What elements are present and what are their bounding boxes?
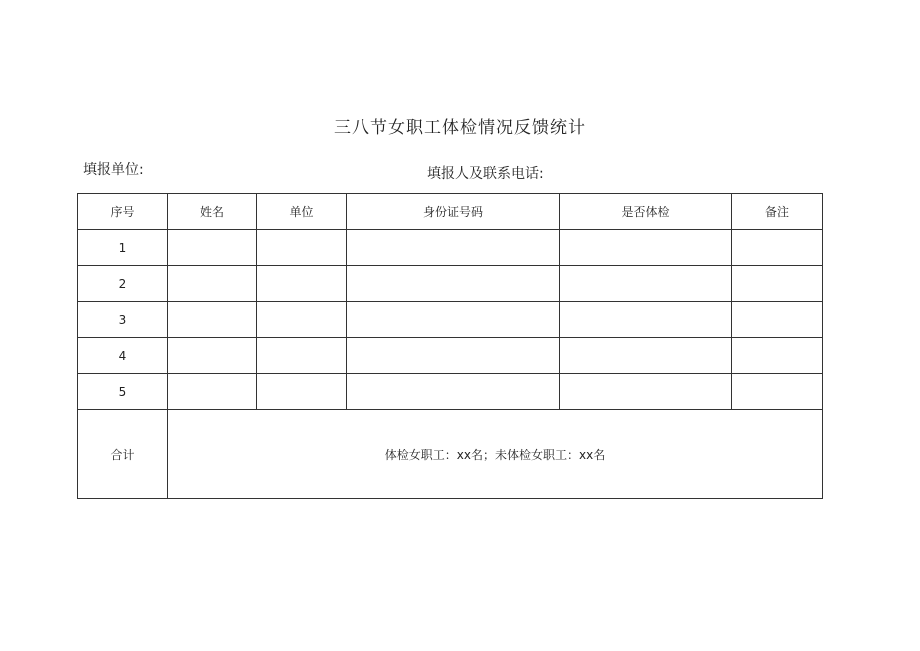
cell-remark — [732, 230, 823, 266]
header-id-number: 身份证号码 — [347, 194, 560, 230]
cell-checked — [560, 338, 732, 374]
table-row — [78, 302, 823, 338]
cell-unit — [257, 374, 347, 410]
cell-name — [168, 302, 257, 338]
document-title: 三八节女职工体检情况反馈统计 — [334, 118, 586, 138]
table-row — [78, 230, 823, 266]
header-unit: 单位 — [257, 194, 347, 230]
cell-index: 1 — [78, 230, 168, 266]
cell-unit — [257, 266, 347, 302]
cell-unit — [257, 338, 347, 374]
cell-id-number — [347, 302, 560, 338]
table-header-row — [78, 194, 823, 230]
header-checked: 是否体检 — [560, 194, 732, 230]
cell-id-number — [347, 266, 560, 302]
header-index: 序号 — [78, 194, 168, 230]
reporter-contact-label: 填报人及联系电话: — [427, 166, 544, 182]
cell-index: 2 — [78, 266, 168, 302]
header-name: 姓名 — [168, 194, 257, 230]
cell-index: 4 — [78, 338, 168, 374]
table-row — [78, 338, 823, 374]
cell-remark — [732, 302, 823, 338]
total-label: 合计 — [78, 410, 168, 499]
cell-name — [168, 374, 257, 410]
total-summary: 体检女职工：xx名；未体检女职工：xx名 — [168, 410, 823, 499]
feedback-table — [77, 193, 823, 499]
cell-remark — [732, 266, 823, 302]
cell-unit — [257, 230, 347, 266]
cell-id-number — [347, 230, 560, 266]
table-row — [78, 374, 823, 410]
reporting-unit-label: 填报单位: — [83, 162, 144, 178]
cell-remark — [732, 338, 823, 374]
header-remark: 备注 — [732, 194, 823, 230]
cell-name — [168, 338, 257, 374]
table-row — [78, 266, 823, 302]
cell-name — [168, 266, 257, 302]
cell-index: 3 — [78, 302, 168, 338]
cell-checked — [560, 230, 732, 266]
cell-checked — [560, 374, 732, 410]
cell-id-number — [347, 338, 560, 374]
cell-checked — [560, 302, 732, 338]
table-total-row — [78, 410, 823, 499]
cell-id-number — [347, 374, 560, 410]
cell-index: 5 — [78, 374, 168, 410]
cell-remark — [732, 374, 823, 410]
cell-name — [168, 230, 257, 266]
cell-checked — [560, 266, 732, 302]
cell-unit — [257, 302, 347, 338]
